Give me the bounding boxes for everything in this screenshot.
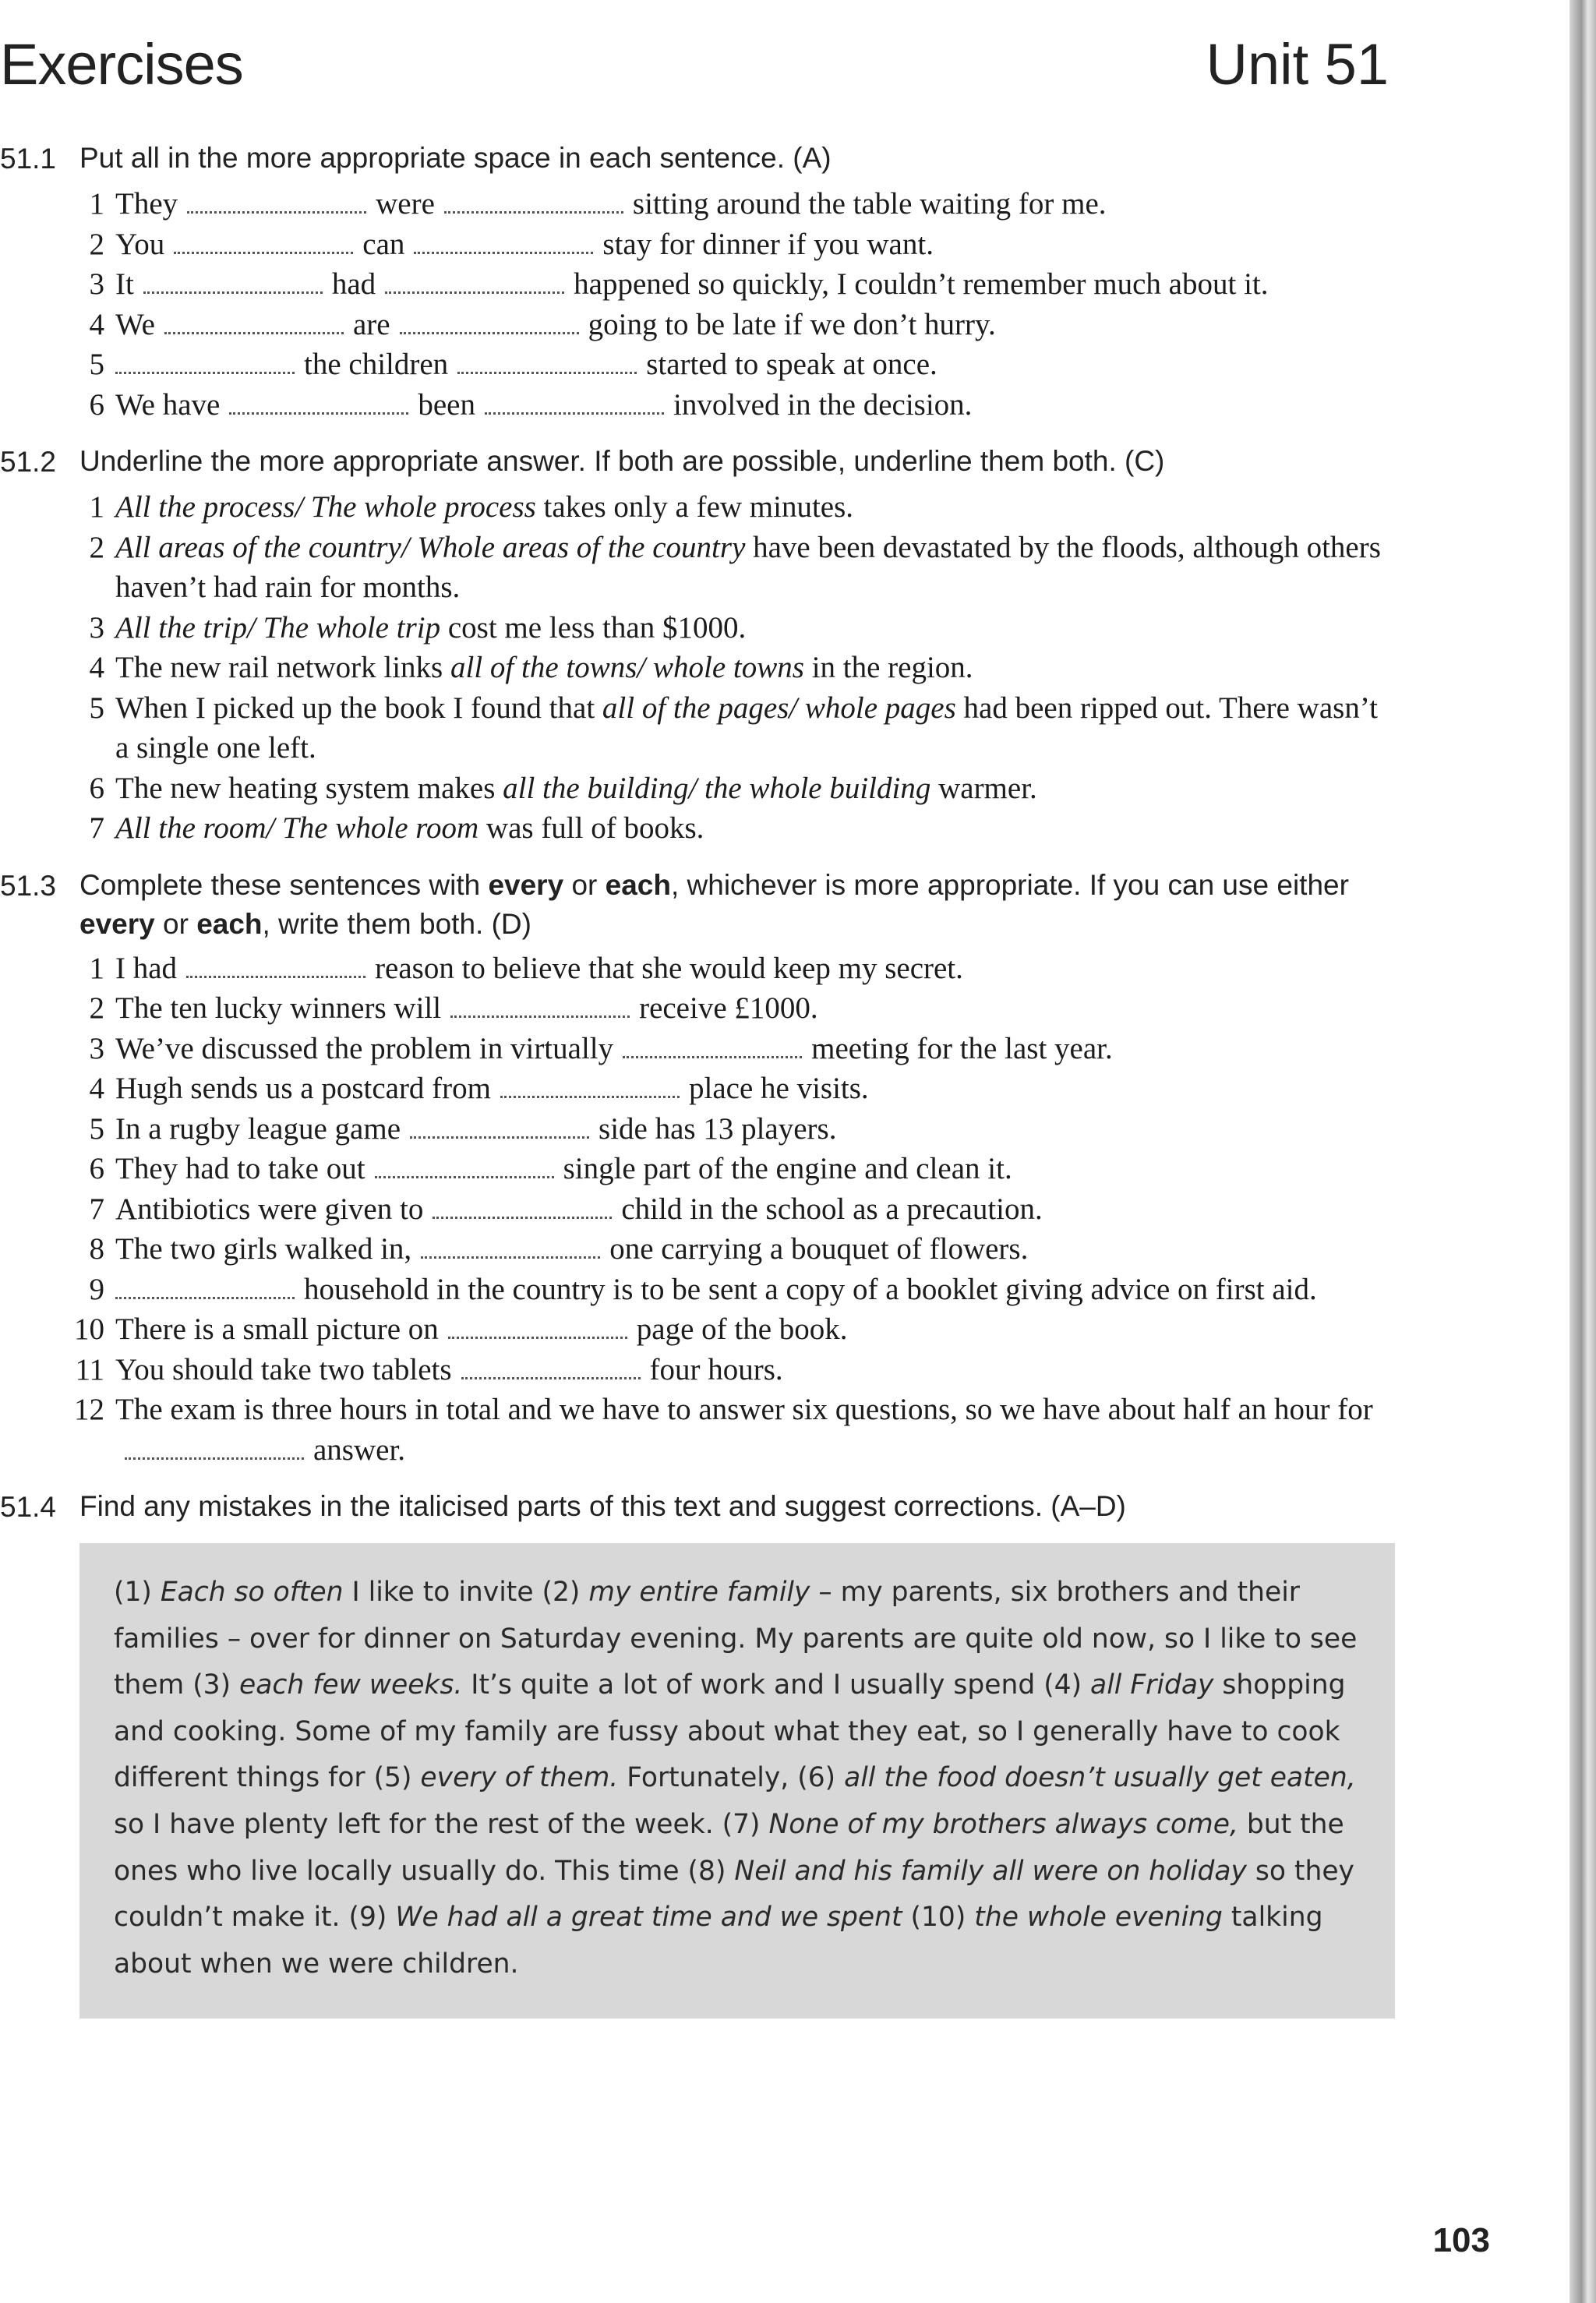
text-part: (1) <box>114 1577 161 1608</box>
list-item <box>0 1309 1395 1350</box>
item-number: 4 <box>89 651 104 684</box>
item-text <box>115 264 1395 305</box>
keyword-each: each <box>196 907 263 940</box>
list-item <box>0 385 1395 426</box>
item-text <box>115 1149 1395 1189</box>
item-part: been <box>418 387 475 422</box>
answer-options[interactable]: all of the pages/ whole pages <box>602 691 956 725</box>
item-text <box>115 344 1395 385</box>
item-text <box>115 1229 1395 1270</box>
item-text <box>115 487 1395 528</box>
instruction-part: or <box>154 907 197 940</box>
item-part: answer. <box>313 1432 406 1467</box>
item-text <box>115 1350 1395 1390</box>
answer-blank[interactable] <box>433 1209 612 1219</box>
item-text <box>115 1189 1395 1230</box>
answer-options[interactable]: All the room/ The whole room <box>115 811 479 845</box>
item-text <box>115 988 1395 1029</box>
item-number: 5 <box>89 691 104 725</box>
item-number: 1 <box>89 951 104 985</box>
answer-options[interactable]: all of the towns/ whole towns <box>450 651 804 684</box>
list-item <box>0 808 1395 849</box>
page-header <box>0 31 1389 101</box>
answer-blank[interactable] <box>623 1048 802 1058</box>
text-part: (10) <box>902 1902 975 1934</box>
exercise-header <box>0 866 1395 944</box>
list-item <box>0 948 1395 989</box>
item-text <box>115 608 1395 648</box>
text-part: so I have plenty left for the rest of the week. (7) <box>114 1808 769 1840</box>
item-part: was full of books. <box>478 811 704 845</box>
exercise-instruction: Underline the more appropriate answer. If both are possible, underline them both. (C) <box>79 445 1165 477</box>
item-part: The new heating system makes <box>115 771 503 805</box>
item-part: When I picked up the book I found that <box>115 691 602 725</box>
answer-blank[interactable] <box>229 404 408 415</box>
item-text <box>115 184 1395 224</box>
item-part: happened so quickly, I couldn’t remember much about it. <box>574 267 1269 301</box>
list-item <box>0 264 1395 305</box>
answer-blank[interactable] <box>448 1329 627 1339</box>
item-part: reason to believe that she would keep my secret. <box>375 951 963 985</box>
exercise-51-3 <box>0 866 1395 1471</box>
item-text <box>115 1390 1395 1470</box>
list-item <box>0 648 1395 688</box>
item-number: 10 <box>74 1312 104 1346</box>
exercise-instruction <box>79 866 1395 944</box>
list-item <box>0 344 1395 385</box>
passage-text <box>114 1570 1359 1987</box>
answer-blank[interactable] <box>500 1088 680 1098</box>
answer-blank[interactable] <box>143 284 323 294</box>
item-part: We’ve discussed the problem in virtually <box>115 1031 614 1065</box>
item-part: They <box>115 187 178 221</box>
exercise-number: 51.3 <box>0 869 57 902</box>
item-part: have been devastated by the floods, although others haven’t had rain for months. <box>115 530 1381 604</box>
item-text <box>115 1309 1395 1350</box>
answer-blank[interactable] <box>125 1450 304 1460</box>
text-part: It’s quite a lot of work and I usually spend (4) <box>462 1669 1091 1701</box>
keyword-every: every <box>488 868 564 901</box>
item-part: The new rail network links <box>115 651 450 684</box>
item-text <box>115 648 1395 688</box>
item-part: place he visits. <box>689 1072 869 1105</box>
list-item <box>0 1350 1395 1390</box>
item-part: started to speak at once. <box>646 348 937 381</box>
item-list <box>0 184 1395 425</box>
page-edge-shadow <box>1570 0 1596 2303</box>
item-number: 6 <box>89 387 104 422</box>
item-list <box>0 487 1395 849</box>
item-text <box>115 1029 1395 1069</box>
italic-phrase: the whole evening <box>974 1902 1223 1934</box>
exercise-instruction: Put all in the more appropriate space in each sentence. (A) <box>79 142 832 174</box>
item-number: 8 <box>89 1232 104 1266</box>
text-part: Fortunately, (6) <box>618 1762 845 1794</box>
item-number: 4 <box>89 307 104 341</box>
exercise-number: 51.2 <box>0 446 57 478</box>
item-number: 5 <box>89 1111 104 1146</box>
instruction-part: , write them both. (D) <box>262 907 531 940</box>
item-part: warmer. <box>930 771 1037 805</box>
answer-blank[interactable] <box>485 404 664 415</box>
item-text <box>115 1109 1395 1150</box>
item-part: The two girls walked in, <box>115 1232 412 1266</box>
item-part: Hugh sends us a postcard from <box>115 1072 491 1105</box>
list-item <box>0 184 1395 224</box>
italic-phrase: all the food doesn’t usually get eaten, <box>844 1762 1356 1794</box>
item-part: You should take two tablets <box>115 1352 452 1386</box>
item-number: 3 <box>89 1031 104 1065</box>
item-part: stay for dinner if you want. <box>602 227 934 261</box>
exercise-number: 51.1 <box>0 143 57 175</box>
list-item <box>0 688 1395 768</box>
italic-phrase: all Friday <box>1090 1669 1214 1701</box>
answer-options[interactable]: All the trip/ The whole trip <box>115 610 441 645</box>
item-part: cost me less than $1000. <box>440 610 747 645</box>
item-number: 2 <box>89 530 104 564</box>
item-number: 6 <box>89 771 104 805</box>
list-item <box>0 1189 1395 1230</box>
page-number: 103 <box>1432 2221 1490 2259</box>
italic-phrase: We had all a great time and we spent <box>395 1902 902 1934</box>
list-item <box>0 608 1395 648</box>
text-part: I like to invite (2) <box>343 1577 589 1608</box>
passage-box <box>79 1543 1395 2019</box>
list-item <box>0 1109 1395 1150</box>
list-item <box>0 988 1395 1029</box>
answer-options[interactable]: all the building/ the whole building <box>503 771 931 805</box>
answer-blank[interactable] <box>164 324 344 334</box>
list-item <box>0 224 1395 265</box>
item-number: 4 <box>89 1072 104 1105</box>
item-part: had been ripped out. There wasn’t a single one left. <box>115 691 1378 765</box>
list-item <box>0 528 1395 608</box>
list-item <box>0 1029 1395 1069</box>
italic-phrase: Neil and his family all were on holiday <box>734 1855 1247 1887</box>
list-item <box>0 768 1395 809</box>
item-part: Antibiotics were given to <box>115 1192 424 1226</box>
item-part: involved in the decision. <box>673 387 973 422</box>
item-part: going to be late if we don’t hurry. <box>588 307 996 341</box>
item-part: are <box>353 307 390 341</box>
item-number: 2 <box>89 227 104 261</box>
item-number: 1 <box>89 187 104 221</box>
item-part: page of the book. <box>636 1312 848 1346</box>
item-part: It <box>115 267 134 301</box>
italic-phrase: None of my brothers always come, <box>768 1808 1238 1840</box>
item-number: 5 <box>89 348 104 381</box>
item-part: In a rugby league game <box>115 1111 401 1146</box>
item-number: 9 <box>89 1272 104 1306</box>
item-number: 1 <box>89 490 104 524</box>
answer-blank[interactable] <box>375 1168 554 1178</box>
item-number: 7 <box>89 811 104 845</box>
item-list <box>0 948 1395 1471</box>
item-part: We have <box>115 387 221 422</box>
item-number: 12 <box>74 1393 104 1426</box>
answer-blank[interactable] <box>457 364 637 374</box>
item-text <box>115 768 1395 809</box>
exercise-header <box>0 139 1395 179</box>
exercise-number: 51.4 <box>0 1491 57 1523</box>
exercises-content <box>0 139 1395 2036</box>
exercise-51-1 <box>0 139 1395 425</box>
text-part: but the ones who live locally usually do. This time (8) <box>114 1808 1344 1887</box>
answer-blank[interactable] <box>450 1008 630 1018</box>
item-number: 7 <box>89 1192 104 1226</box>
italic-phrase: each few weeks. <box>239 1669 463 1701</box>
unit-title: Unit 51 <box>1206 32 1389 97</box>
item-part: four hours. <box>649 1352 783 1386</box>
item-text <box>115 808 1395 849</box>
item-text <box>115 528 1395 608</box>
exercise-51-2 <box>0 442 1395 849</box>
answer-blank[interactable] <box>174 244 353 254</box>
list-item <box>0 487 1395 528</box>
item-part: takes only a few minutes. <box>535 490 854 524</box>
item-part: the children <box>304 348 449 381</box>
item-part: can <box>362 227 405 261</box>
item-part: one carrying a bouquet of flowers. <box>609 1232 1029 1266</box>
list-item <box>0 1068 1395 1109</box>
item-part: single part of the engine and clean it. <box>563 1152 1012 1185</box>
answer-blank[interactable] <box>115 364 295 374</box>
item-number: 3 <box>89 610 104 645</box>
item-number: 3 <box>89 267 104 301</box>
answer-blank[interactable] <box>115 1289 295 1299</box>
item-text <box>115 224 1395 265</box>
exercise-51-4 <box>0 1487 1395 2019</box>
italic-phrase: Each so often <box>160 1577 344 1608</box>
item-part: side has 13 players. <box>598 1111 837 1146</box>
text-part: talking about when we were children. <box>114 1902 1323 1980</box>
item-part: sitting around the table waiting for me. <box>632 187 1107 221</box>
item-text <box>115 948 1395 989</box>
exercise-header <box>0 442 1395 482</box>
list-item <box>0 1270 1395 1310</box>
answer-blank[interactable] <box>461 1369 641 1379</box>
exercise-instruction: Find any mistakes in the italicised parts of this text and suggest corrections. (A–D) <box>79 1490 1126 1522</box>
item-part: We <box>115 307 155 341</box>
item-part: had <box>331 267 376 301</box>
item-number: 6 <box>89 1152 104 1185</box>
text-part: shopping and cooking. Some of my family are fussy about what they eat, so I generally have to cook different things for (5) <box>114 1669 1346 1794</box>
item-part: I had <box>115 951 178 985</box>
item-text <box>115 305 1395 345</box>
answer-blank[interactable] <box>414 244 593 254</box>
item-part: were <box>376 187 435 221</box>
item-part: The exam is three hours in total and we have to answer six questions, so we have about half an hour for <box>115 1393 1373 1426</box>
list-item <box>0 1149 1395 1189</box>
answer-blank[interactable] <box>444 203 623 214</box>
item-part: receive £1000. <box>639 991 818 1025</box>
item-text <box>115 1068 1395 1109</box>
item-text <box>115 1270 1395 1310</box>
item-text <box>115 688 1395 768</box>
item-part: meeting for the last year. <box>811 1031 1113 1065</box>
item-part: You <box>115 227 165 261</box>
item-number: 2 <box>89 991 104 1025</box>
item-part: The ten lucky winners will <box>115 991 442 1025</box>
answer-blank[interactable] <box>421 1249 600 1259</box>
page-title: Exercises <box>0 32 243 97</box>
instruction-part: or <box>563 868 606 901</box>
item-part: child in the school as a precaution. <box>621 1192 1043 1226</box>
list-item <box>0 305 1395 345</box>
item-part: They had to take out <box>115 1152 365 1185</box>
item-part: in the region. <box>803 651 973 684</box>
answer-options[interactable]: All areas of the country/ Whole areas of the country <box>115 530 746 564</box>
italic-phrase: my entire family <box>588 1577 810 1608</box>
answer-blank[interactable] <box>400 324 579 334</box>
answer-blank[interactable] <box>186 968 365 978</box>
instruction-part: Complete these sentences with <box>79 868 489 901</box>
answer-blank[interactable] <box>187 203 366 214</box>
exercise-header <box>0 1487 1395 1528</box>
item-number: 11 <box>75 1352 104 1386</box>
item-part: household in the country is to be sent a copy of a booklet giving advice on first aid. <box>304 1272 1317 1306</box>
text-part: so they couldn’t make it. (9) <box>114 1855 1354 1934</box>
keyword-every: every <box>79 907 155 940</box>
answer-options[interactable]: All the process/ The whole process <box>115 490 536 524</box>
instruction-part: , whichever is more appropriate. If you can use either <box>670 868 1349 901</box>
item-text <box>115 385 1395 426</box>
italic-phrase: every of them. <box>420 1762 619 1794</box>
answer-blank[interactable] <box>385 284 564 294</box>
list-item <box>0 1229 1395 1270</box>
item-part: There is a small picture on <box>115 1312 439 1346</box>
list-item <box>0 1390 1395 1470</box>
keyword-each: each <box>605 868 671 901</box>
answer-blank[interactable] <box>410 1129 589 1139</box>
text-part: – my parents, six brothers and their families – over for dinner on Saturday evening. My parents are quite old now, so I like to see them (3) <box>114 1577 1358 1701</box>
